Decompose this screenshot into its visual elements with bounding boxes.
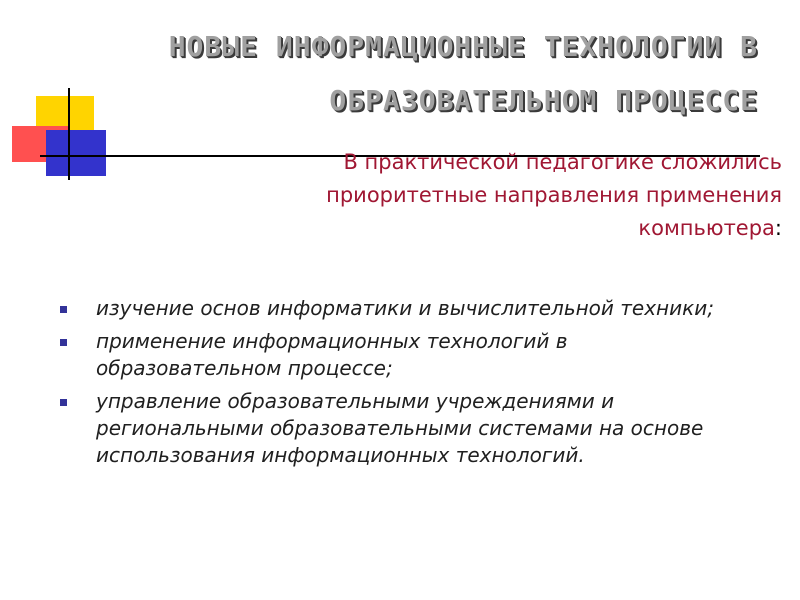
blue-square [46, 130, 106, 176]
square-bullet-icon [60, 306, 67, 313]
intro-paragraph [182, 146, 782, 245]
square-bullet-icon [60, 399, 67, 406]
square-bullet-icon [60, 339, 67, 346]
bullet-item [58, 328, 758, 382]
bullet-item [58, 388, 758, 469]
bullet-text: применение информационных технологий в образовательном процессе; [96, 329, 568, 380]
slide-title-line-2: ОБРАЗОВАТЕЛЬНОМ ПРОЦЕССЕ [329, 84, 758, 117]
intro-colon: : [774, 216, 782, 240]
slide-title-line-1: НОВЫЕ ИНФОРМАЦИОННЫЕ ТЕХНОЛОГИИ В [168, 30, 758, 63]
intro-text: В практической педагогике сложились приоритетные направления применения компьютера [326, 150, 782, 240]
bullet-text: изучение основ информатики и вычислительной техники; [96, 296, 714, 320]
bullet-item [58, 295, 758, 322]
bullet-text: управление образовательными учреждениями и региональными образовательными системами на основе использования информационных технологий. [96, 389, 704, 467]
vertical-divider-line [68, 88, 70, 180]
bullet-list [58, 295, 758, 475]
